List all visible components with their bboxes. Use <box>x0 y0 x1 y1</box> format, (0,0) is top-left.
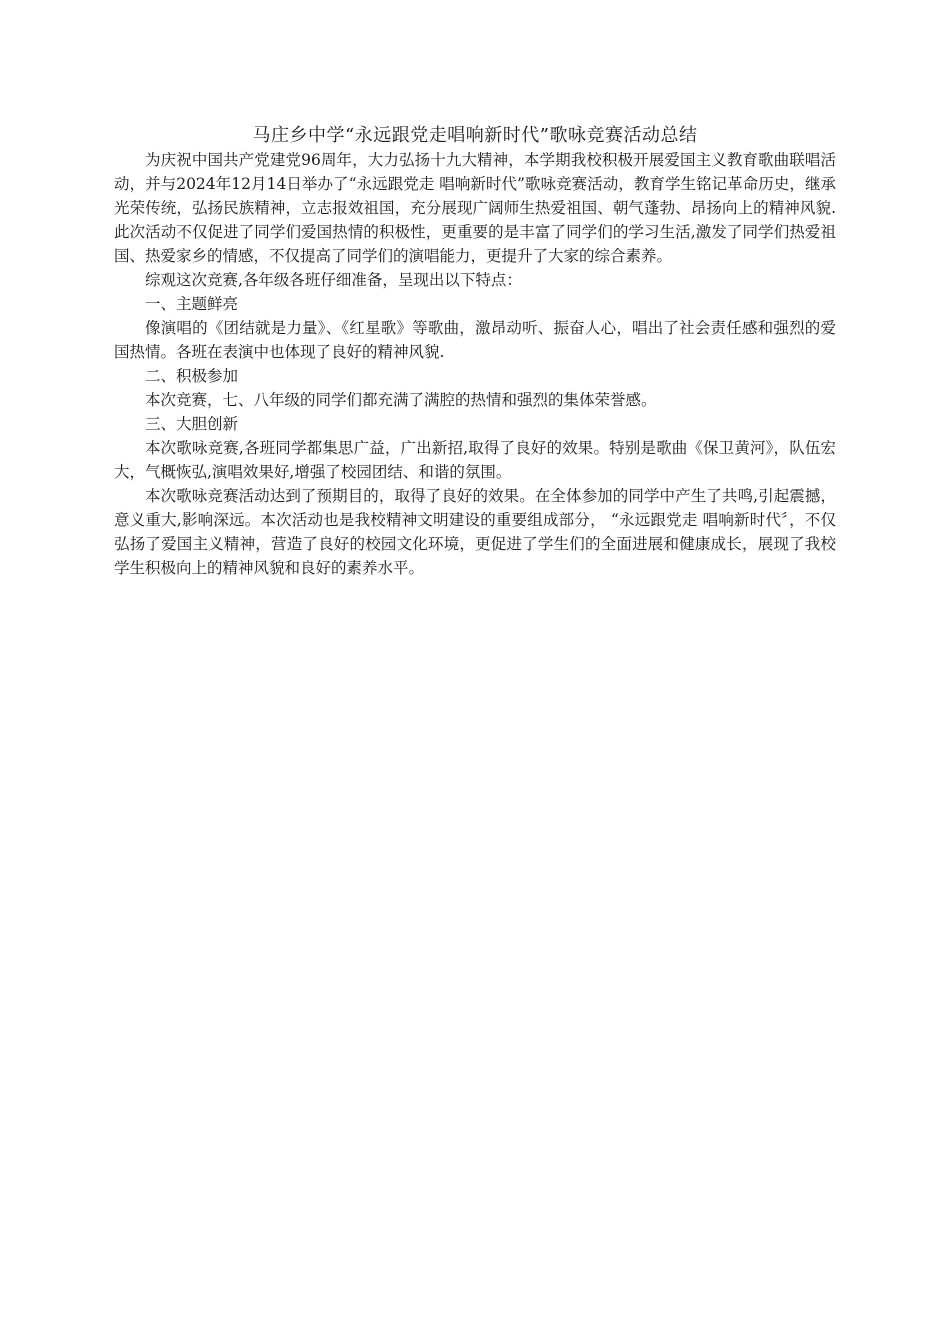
paragraph-intro: 为庆祝中国共产党建党96周年，大力弘扬十九大精神，本学期我校积极开展爱国主义教育歌曲联唱活动，并与2024年12月14日举办了“永远跟党走 唱响新时代”歌咏竞赛活动，教育学生铭记革命历史，继承光荣传统，弘扬民族精神，立志报效祖国，充分展现广阔师生热爱祖国、朝气蓬勃、昂扬向上的精神风貌.此次活动不仅促进了同学们爱国热情的积极性，更重要的是丰富了同学们的学习生活,激发了同学们热爱祖国、热爱家乡的情感，不仅提高了同学们的演唱能力，更提升了大家的综合素养。 <box>114 151 836 265</box>
section-heading-theme: 一、主题鲜亮 <box>145 295 239 313</box>
paragraph-innovation: 本次歌咏竞赛,各班同学都集思广益，广出新招,取得了良好的效果。特别是歌曲《保卫黄河》，队伍宏大，气概恢弘,演唱效果好,增强了校园团结、和谐的氛围。 <box>114 439 836 481</box>
document-body <box>114 124 836 580</box>
paragraph-conclusion: 本次歌咏竞赛活动达到了预期目的，取得了良好的效果。在全体参加的同学中产生了共鸣,引起震撼，意义重大,影响深远。本次活动也是我校精神文明建设的重要组成部分， “永远跟党走 唱响新时代〞，不仅弘扬了爱国主义精神，营造了良好的校园文化环境，更促进了学生们的全面进展和健康成长，展现了我校学生积极向上的精神风貌和良好的素养水平。 <box>114 487 836 577</box>
document-title: 马庄乡中学“永远跟党走唱响新时代”歌咏竞赛活动总结 <box>252 125 698 146</box>
paragraph-participation: 本次竞赛，七、八年级的同学们都充满了满腔的热情和强烈的集体荣誉感。 <box>145 391 657 409</box>
section-heading-innovation: 三、大胆创新 <box>145 415 239 433</box>
section-heading-participation: 二、积极参加 <box>145 367 239 385</box>
paragraph-theme: 像演唱的《团结就是力量》、《红星歌》等歌曲，激昂动听、振奋人心，唱出了社会责任感和强烈的爱国热情。各班在表演中也体现了良好的精神风貌. <box>114 319 836 361</box>
paragraph-overview: 综观这次竞赛,各年级各班仔细准备，呈现出以下特点： <box>145 271 522 289</box>
